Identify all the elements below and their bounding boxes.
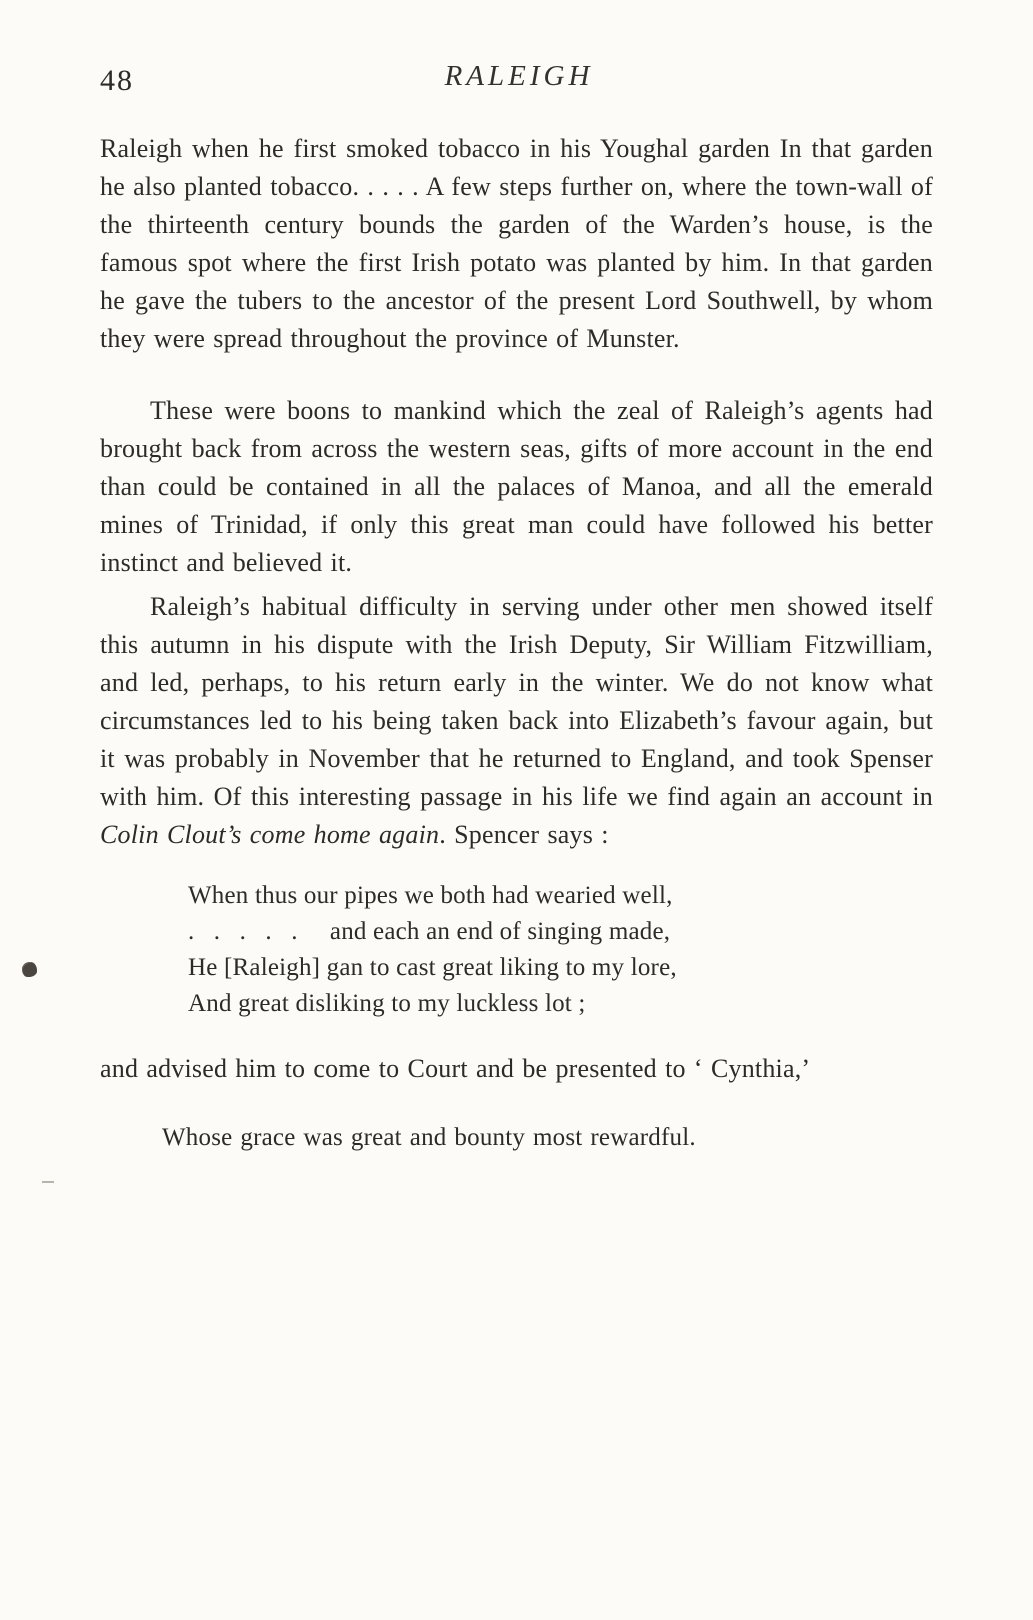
- text-block: [100, 130, 933, 1156]
- running-title: RALEIGH: [444, 60, 594, 92]
- margin-dash-mark: [42, 1181, 54, 1183]
- page-header: [100, 60, 938, 100]
- ink-smudge-mark: [22, 962, 37, 977]
- paragraph-habitual-difficulty: [100, 588, 933, 854]
- verse-line: And great disliking to my luckless lot ;: [188, 990, 586, 1017]
- paragraph-youghal-garden: Raleigh when he first smoked tobacco in his Youghal garden In that garden he also planted tobacco. . . . . A few steps further on, where the town-wall of the thirteenth century bounds the garden of the Warden’s house, is the famous spot where the first Irish potato was planted by him. In that garden he gave the tubers to the ancestor of the present Lord Southwell, by whom they were spread throughout the province of Munster.: [100, 134, 933, 353]
- verse-line: When thus our pipes we both had wearied well,: [188, 882, 673, 909]
- paragraph-advised-court: and advised him to come to Court and be presented to ‘ Cynthia,’: [100, 1054, 811, 1083]
- paragraph-text-segment: Raleigh’s habitual difficulty in serving under other men showed itself this autumn in his dispute with the Irish Deputy, Sir William Fitzwilliam, and led, perhaps, to his return early in the winter. We do not know what circumstances led to his being taken back into Elizabeth’s favour again, but it was probably in November that he returned to England, and took Spenser with him. Of this interesting passage in his life we find again an account in: [100, 592, 933, 811]
- paragraph-boons-to-mankind: These were boons to mankind which the zeal of Raleigh’s agents had brought back from across the western seas, gifts of more account in the end than could be contained in all the palaces of Manoa, and all the emerald mines of Trinidad, if only this great man could have followed his better instinct and believed it.: [100, 396, 933, 577]
- verse-quotation: [188, 878, 933, 1022]
- book-title-italic: Colin Clout’s come home again: [100, 820, 440, 849]
- paragraph-text-segment: . Spencer says :: [439, 820, 609, 849]
- closing-quote-line: Whose grace was great and bounty most rewardful.: [162, 1124, 696, 1151]
- verse-line: He [Raleigh] gan to cast great liking to my lore,: [188, 954, 677, 981]
- verse-line: . . . . . and each an end of singing made,: [188, 918, 671, 945]
- page-number: 48: [100, 64, 134, 97]
